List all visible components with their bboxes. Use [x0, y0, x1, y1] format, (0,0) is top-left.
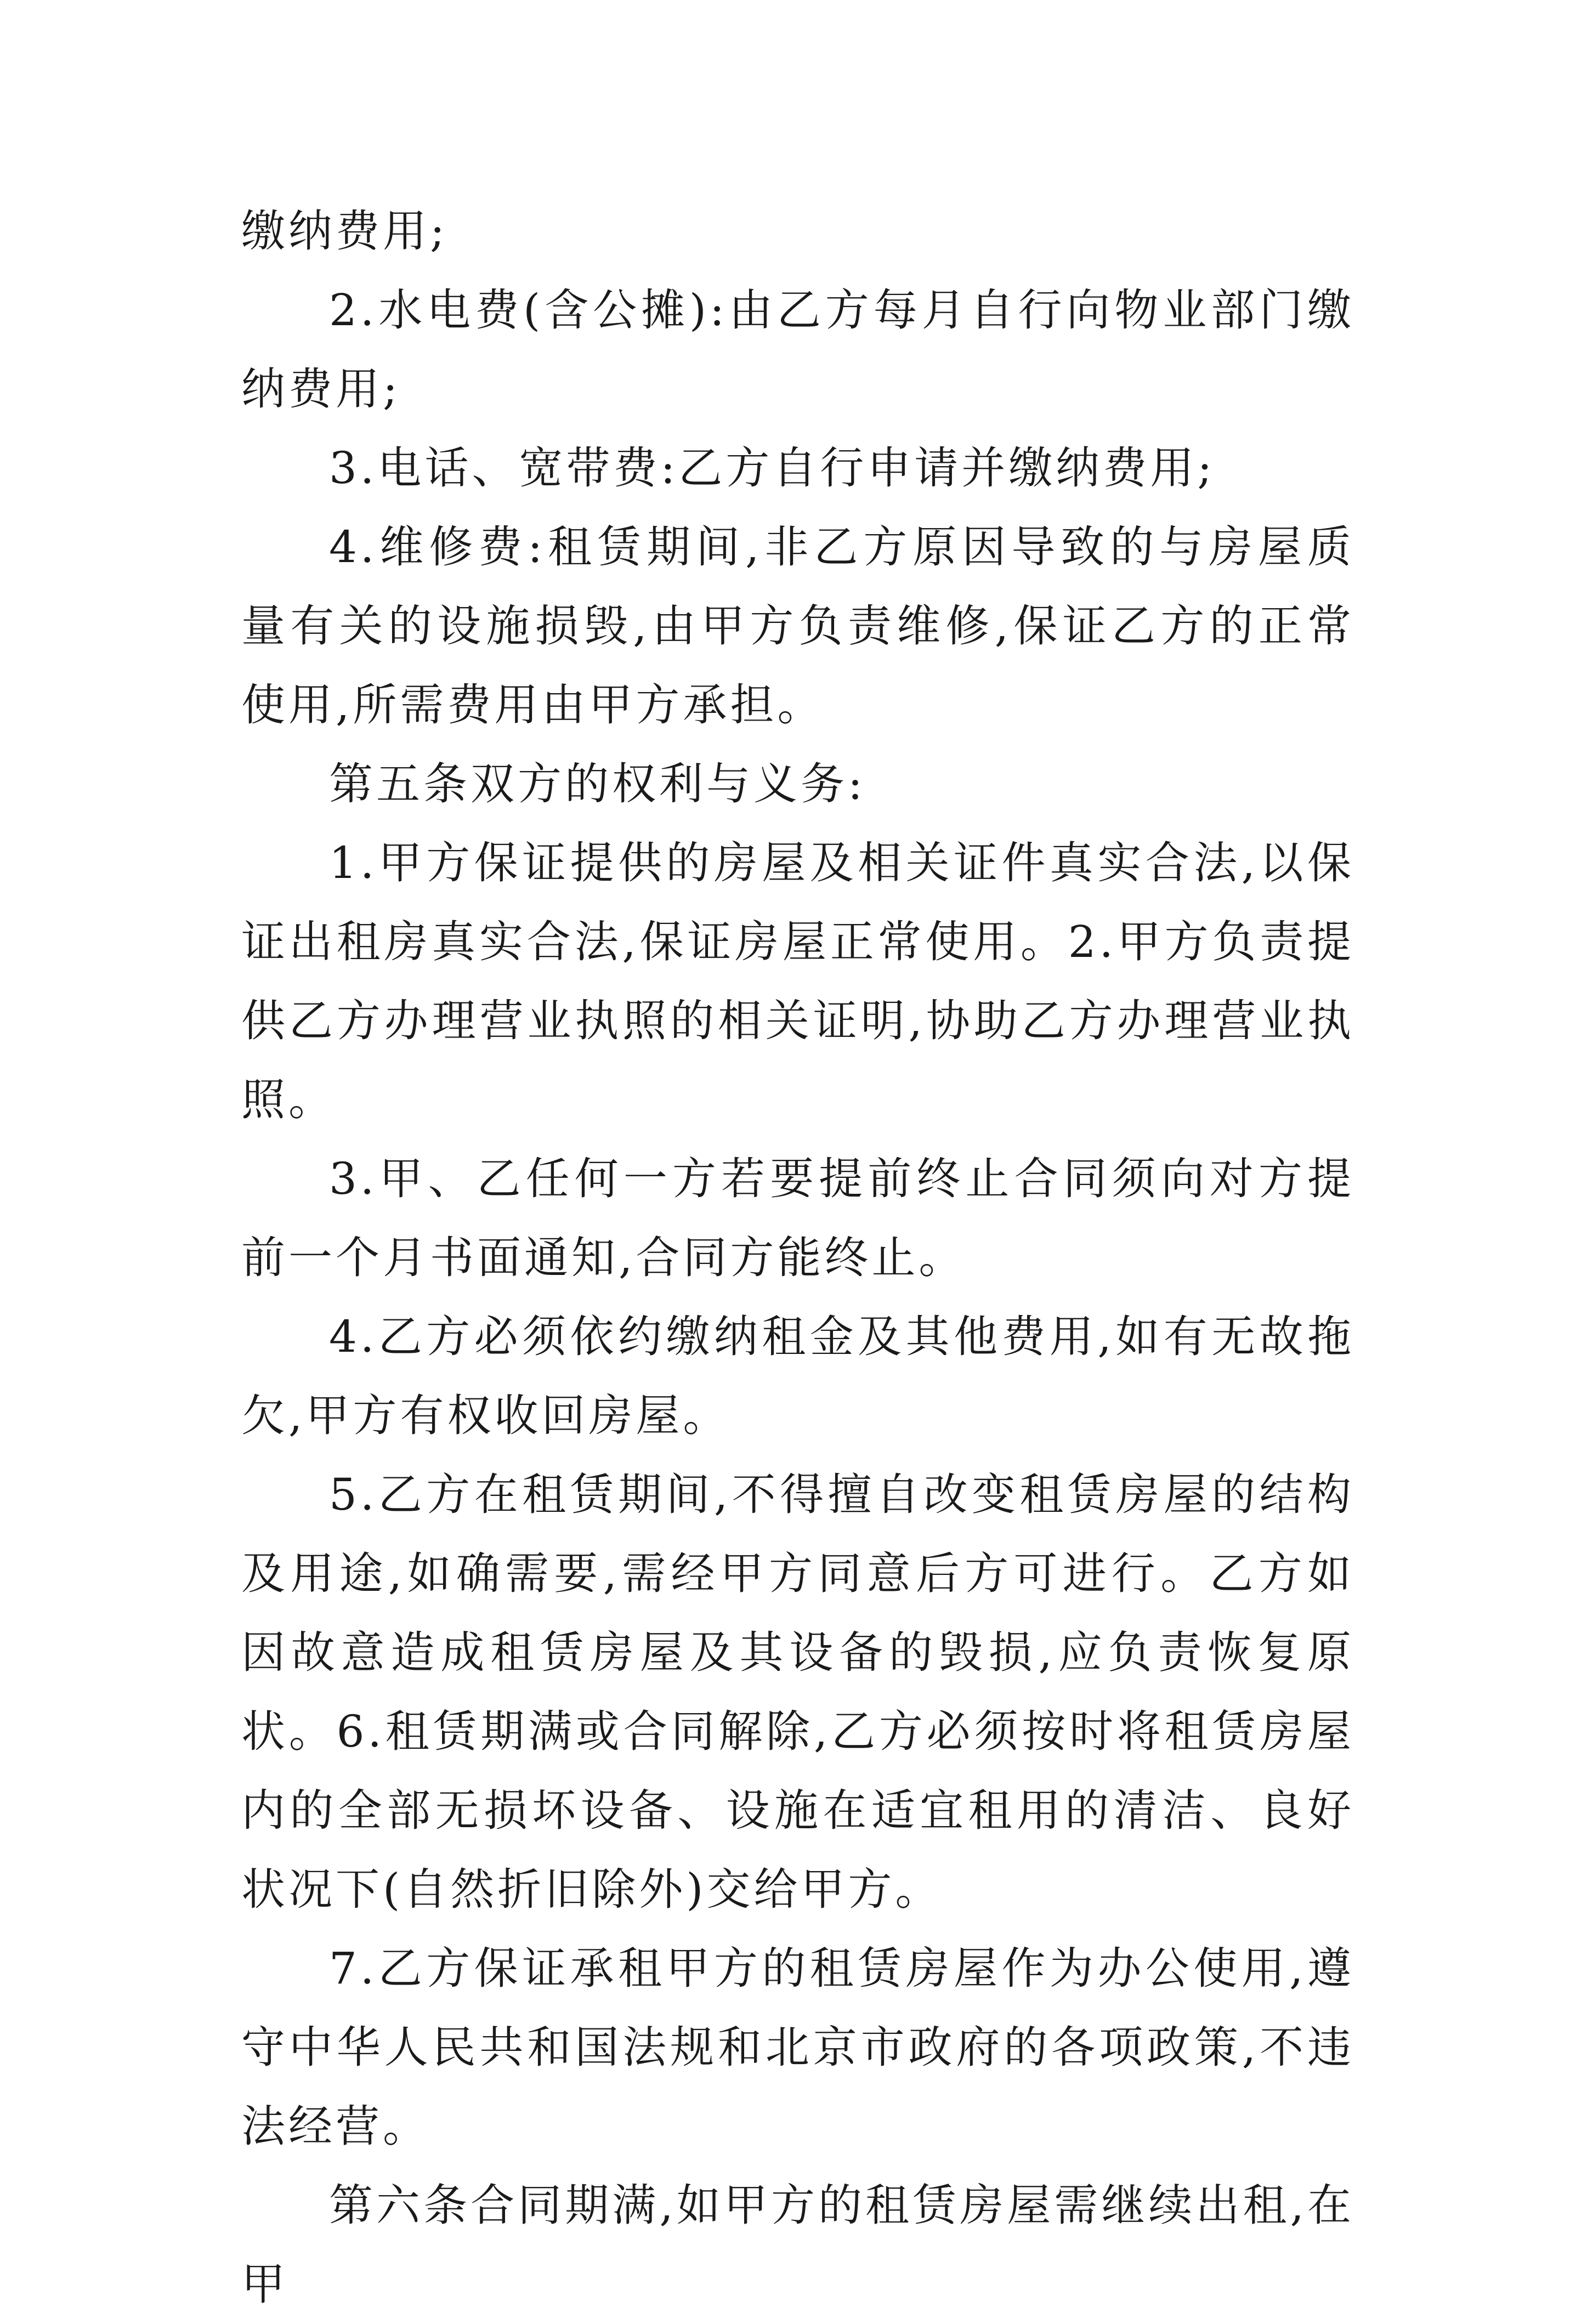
paragraph-rights-7: 7.乙方保证承租甲方的租赁房屋作为办公使用,遵守中华人民共和国法规和北京市政府的各项政策,不违法经营。	[241, 1943, 1354, 2152]
article-five-heading: 第五条双方的权利与义务:	[329, 758, 866, 809]
paragraph-continuation: 缴纳费用;	[241, 206, 448, 257]
document-body	[241, 192, 1354, 2324]
paragraph-rights-5-6: 5.乙方在租赁期间,不得擅自改变租赁房屋的结构及用途,如确需要,需经甲方同意后方可进行。乙方如因故意造成租赁房屋及其设备的毁损,应负责恢复原状。6.租赁期满或合同解除,乙方必须按时将租赁房屋内的全部无损坏设备、设施在适宜租用的清洁、良好状况下(自然折旧除外)交给甲方。	[241, 1469, 1354, 1915]
paragraph-maintenance-fee: 4.维修费:租赁期间,非乙方原因导致的与房屋质量有关的设施损毁,由甲方负责维修,保证乙方的正常使用,所需费用由甲方承担。	[241, 522, 1354, 730]
paragraph-rights-4: 4.乙方必须依约缴纳租金及其他费用,如有无故拖欠,甲方有权收回房屋。	[241, 1311, 1354, 1441]
paragraph-rights-1-2: 1.甲方保证提供的房屋及相关证件真实合法,以保证出租房真实合法,保证房屋正常使用。2.甲方负责提供乙方办理营业执照的相关证明,协助乙方办理营业执照。	[241, 837, 1354, 1125]
article-six-start: 第六条合同期满,如甲方的租赁房屋需继续出租,在甲	[241, 2180, 1354, 2310]
paragraph-rights-3: 3.甲、乙任何一方若要提前终止合同须向对方提前一个月书面通知,合同方能终止。	[241, 1153, 1354, 1283]
paragraph-water-electricity-fee: 2.水电费(含公摊):由乙方每月自行向物业部门缴纳费用;	[241, 285, 1354, 415]
paragraph-phone-broadband-fee: 3.电话、宽带费:乙方自行申请并缴纳费用;	[329, 443, 1216, 494]
